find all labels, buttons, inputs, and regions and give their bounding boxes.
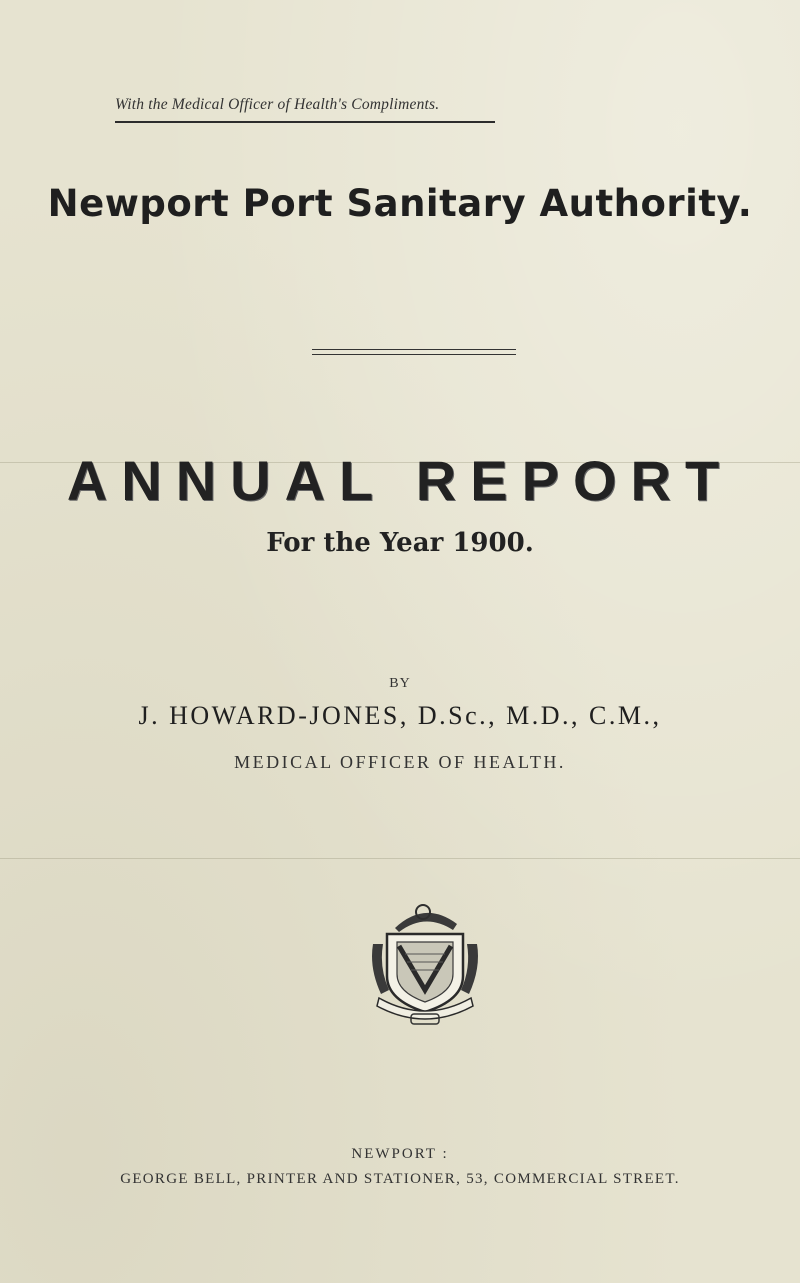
compliments-underline bbox=[115, 121, 495, 123]
publication-place: NEWPORT : bbox=[351, 1146, 449, 1162]
author-name: J. HOWARD-JONES, D.Sc., M.D., C.M., bbox=[138, 701, 662, 730]
coat-of-arms-icon bbox=[365, 898, 485, 1028]
authority-title: Newport Port Sanitary Authority. bbox=[47, 182, 753, 225]
annual-report-heading: ANNUAL REPORT bbox=[66, 449, 734, 512]
author-title: MEDICAL OFFICER OF HEALTH. bbox=[234, 752, 566, 772]
double-rule-divider bbox=[312, 349, 516, 355]
by-label: BY bbox=[389, 676, 411, 691]
paper-fold-line bbox=[0, 858, 800, 859]
compliments-line: With the Medical Officer of Health's Compliments. bbox=[115, 96, 440, 113]
printer-line: GEORGE BELL, PRINTER AND STATIONER, 53, COMMERCIAL STREET. bbox=[120, 1171, 680, 1187]
report-year: For the Year 1900. bbox=[266, 528, 534, 558]
